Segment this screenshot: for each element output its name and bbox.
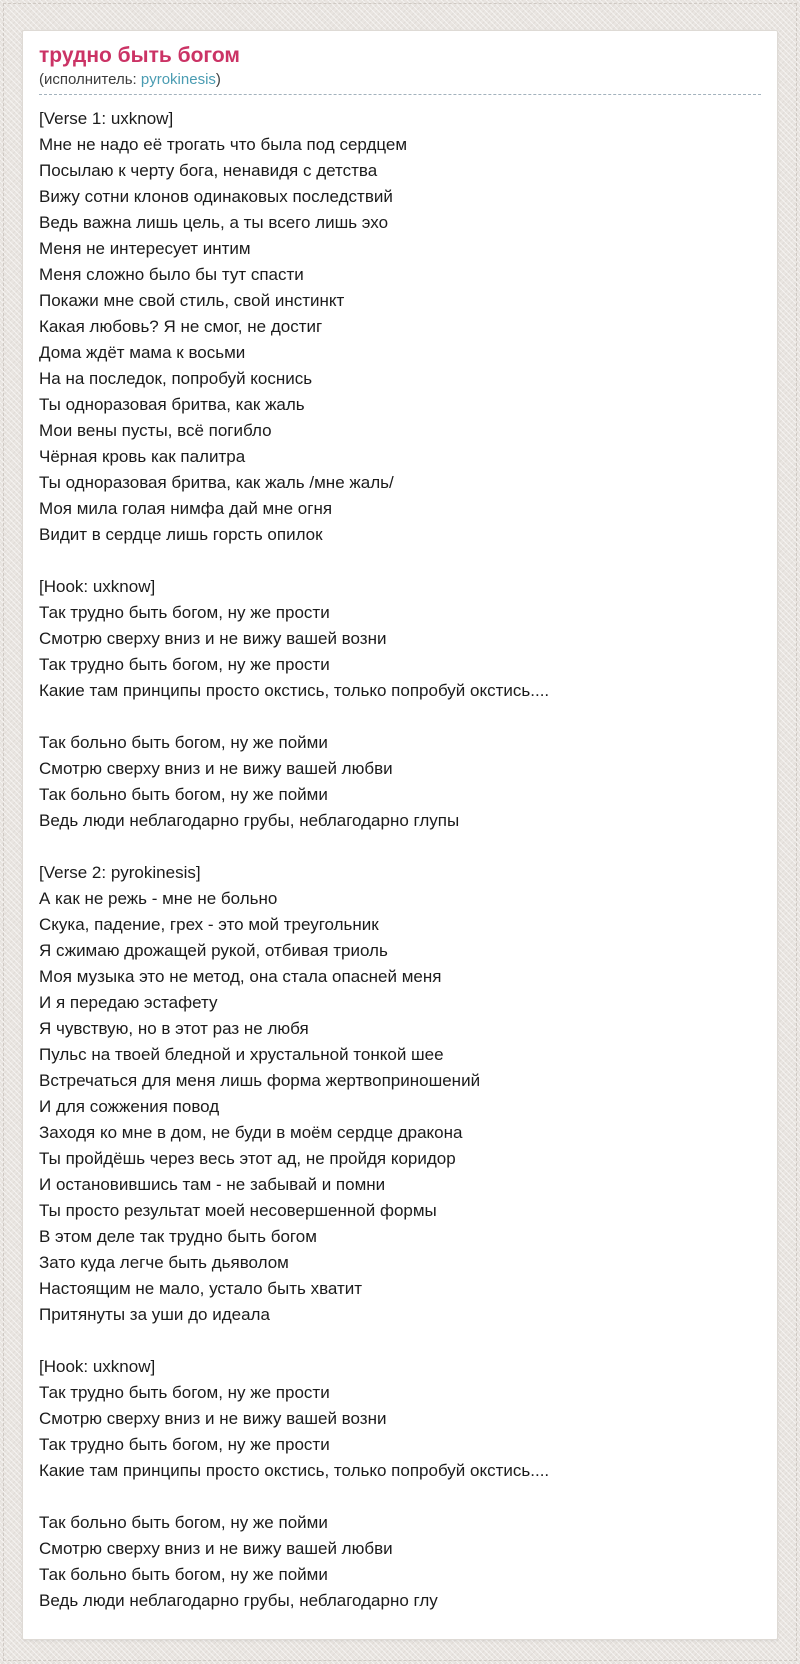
lyric-line: Посылаю к черту бога, ненавидя с детства <box>39 161 378 180</box>
lyric-line: Настоящим не мало, устало быть хватит <box>39 1279 363 1298</box>
lyric-line: Дома ждёт мама к восьми <box>39 343 246 362</box>
lyric-line: В этом деле так трудно быть богом <box>39 1227 317 1246</box>
lyric-line: Покажи мне свой стиль, свой инстинкт <box>39 291 345 310</box>
lyric-line: Пульс на твоей бледной и хрустальной тонкой шее <box>39 1045 444 1064</box>
lyric-line: Ты просто результат моей несовершенной формы <box>39 1201 437 1220</box>
stanza <box>39 1510 761 1614</box>
lyric-line: И остановившись там - не забывай и помни <box>39 1175 386 1194</box>
lyric-line: На на последок, попробуй коснись <box>39 369 313 388</box>
lyric-line: Притянуты за уши до идеала <box>39 1305 270 1324</box>
song-title: трудно быть богом <box>39 44 240 67</box>
lyric-line: Моя музыка это не метод, она стала опасней меня <box>39 967 442 986</box>
artist-label: (исполнитель: <box>39 71 141 88</box>
artist-link[interactable]: pyrokinesis <box>140 71 216 88</box>
lyric-line: Так трудно быть богом, ну же прости <box>39 655 330 674</box>
lyric-line: Меня не интересует интим <box>39 239 251 258</box>
lyric-line: Моя мила голая нимфа дай мне огня <box>39 499 333 518</box>
lyric-line: Смотрю сверху вниз и не вижу вашей возни <box>39 629 387 648</box>
artist-label-close: ) <box>215 71 221 88</box>
lyric-line: Ведь важна лишь цель, а ты всего лишь эхо <box>39 213 389 232</box>
lyrics-text <box>39 106 761 1614</box>
lyric-line: Смотрю сверху вниз и не вижу вашей возни <box>39 1409 387 1428</box>
lyric-line: Так больно быть богом, ну же пойми <box>39 1513 328 1532</box>
lyric-line: И для сожжения повод <box>39 1097 220 1116</box>
lyric-line: Зато куда легче быть дьяволом <box>39 1253 289 1272</box>
lyric-line: Так больно быть богом, ну же пойми <box>39 733 328 752</box>
lyric-line: Какие там принципы просто окстись, только попробуй окстись.... <box>39 1461 550 1480</box>
lyric-line: А как не режь - мне не больно <box>39 889 278 908</box>
lyric-line: Меня сложно было бы тут спасти <box>39 265 304 284</box>
lyric-line: Какие там принципы просто окстись, только попробуй окстись.... <box>39 681 550 700</box>
stanza <box>39 106 761 548</box>
lyric-line: Чёрная кровь как палитра <box>39 447 246 466</box>
lyric-line: Мне не надо её трогать что была под сердцем <box>39 135 408 154</box>
lyric-line: И я передаю эстафету <box>39 993 218 1012</box>
artist-line <box>39 70 761 89</box>
lyric-line: Ты пройдёшь через весь этот ад, не пройдя коридор <box>39 1149 456 1168</box>
lyric-line: Так трудно быть богом, ну же прости <box>39 1435 330 1454</box>
lyric-line: Ты одноразовая бритва, как жаль <box>39 395 305 414</box>
lyric-line: [Verse 2: pyrokinesis] <box>39 863 201 882</box>
lyric-line: Ведь люди неблагодарно грубы, неблагодарно глупы <box>39 811 460 830</box>
lyric-line: Смотрю сверху вниз и не вижу вашей любви <box>39 1539 393 1558</box>
lyric-line: Так больно быть богом, ну же пойми <box>39 785 328 804</box>
lyric-line: Встречаться для меня лишь форма жертвоприношений <box>39 1071 481 1090</box>
lyric-line: Скука, падение, грех - это мой треугольник <box>39 915 379 934</box>
stanza <box>39 860 761 1328</box>
lyric-line: [Hook: uxknow] <box>39 1357 156 1376</box>
lyrics-card <box>22 30 778 1640</box>
stanza <box>39 1354 761 1484</box>
stanza <box>39 574 761 704</box>
lyric-line: Так трудно быть богом, ну же прости <box>39 1383 330 1402</box>
lyric-line: Я чувствую, но в этот раз не любя <box>39 1019 309 1038</box>
lyric-line: Заходя ко мне в дом, не буди в моём сердце дракона <box>39 1123 463 1142</box>
lyric-line: [Hook: uxknow] <box>39 577 156 596</box>
lyric-line: [Verse 1: uxknow] <box>39 109 174 128</box>
lyric-line: Какая любовь? Я не смог, не достиг <box>39 317 323 336</box>
lyric-line: Вижу сотни клонов одинаковых последствий <box>39 187 393 206</box>
lyric-line: Видит в сердце лишь горсть опилок <box>39 525 323 544</box>
stanza <box>39 730 761 834</box>
lyric-line: Мои вены пусты, всё погибло <box>39 421 272 440</box>
lyric-line: Так больно быть богом, ну же пойми <box>39 1565 328 1584</box>
lyric-line: Смотрю сверху вниз и не вижу вашей любви <box>39 759 393 778</box>
lyric-line: Ведь люди неблагодарно грубы, неблагодарно глу <box>39 1591 438 1610</box>
lyric-line: Ты одноразовая бритва, как жаль /мне жаль/ <box>39 473 394 492</box>
lyric-line: Так трудно быть богом, ну же прости <box>39 603 330 622</box>
lyric-line: Я сжимаю дрожащей рукой, отбивая триоль <box>39 941 388 960</box>
dotted-separator <box>39 94 761 95</box>
